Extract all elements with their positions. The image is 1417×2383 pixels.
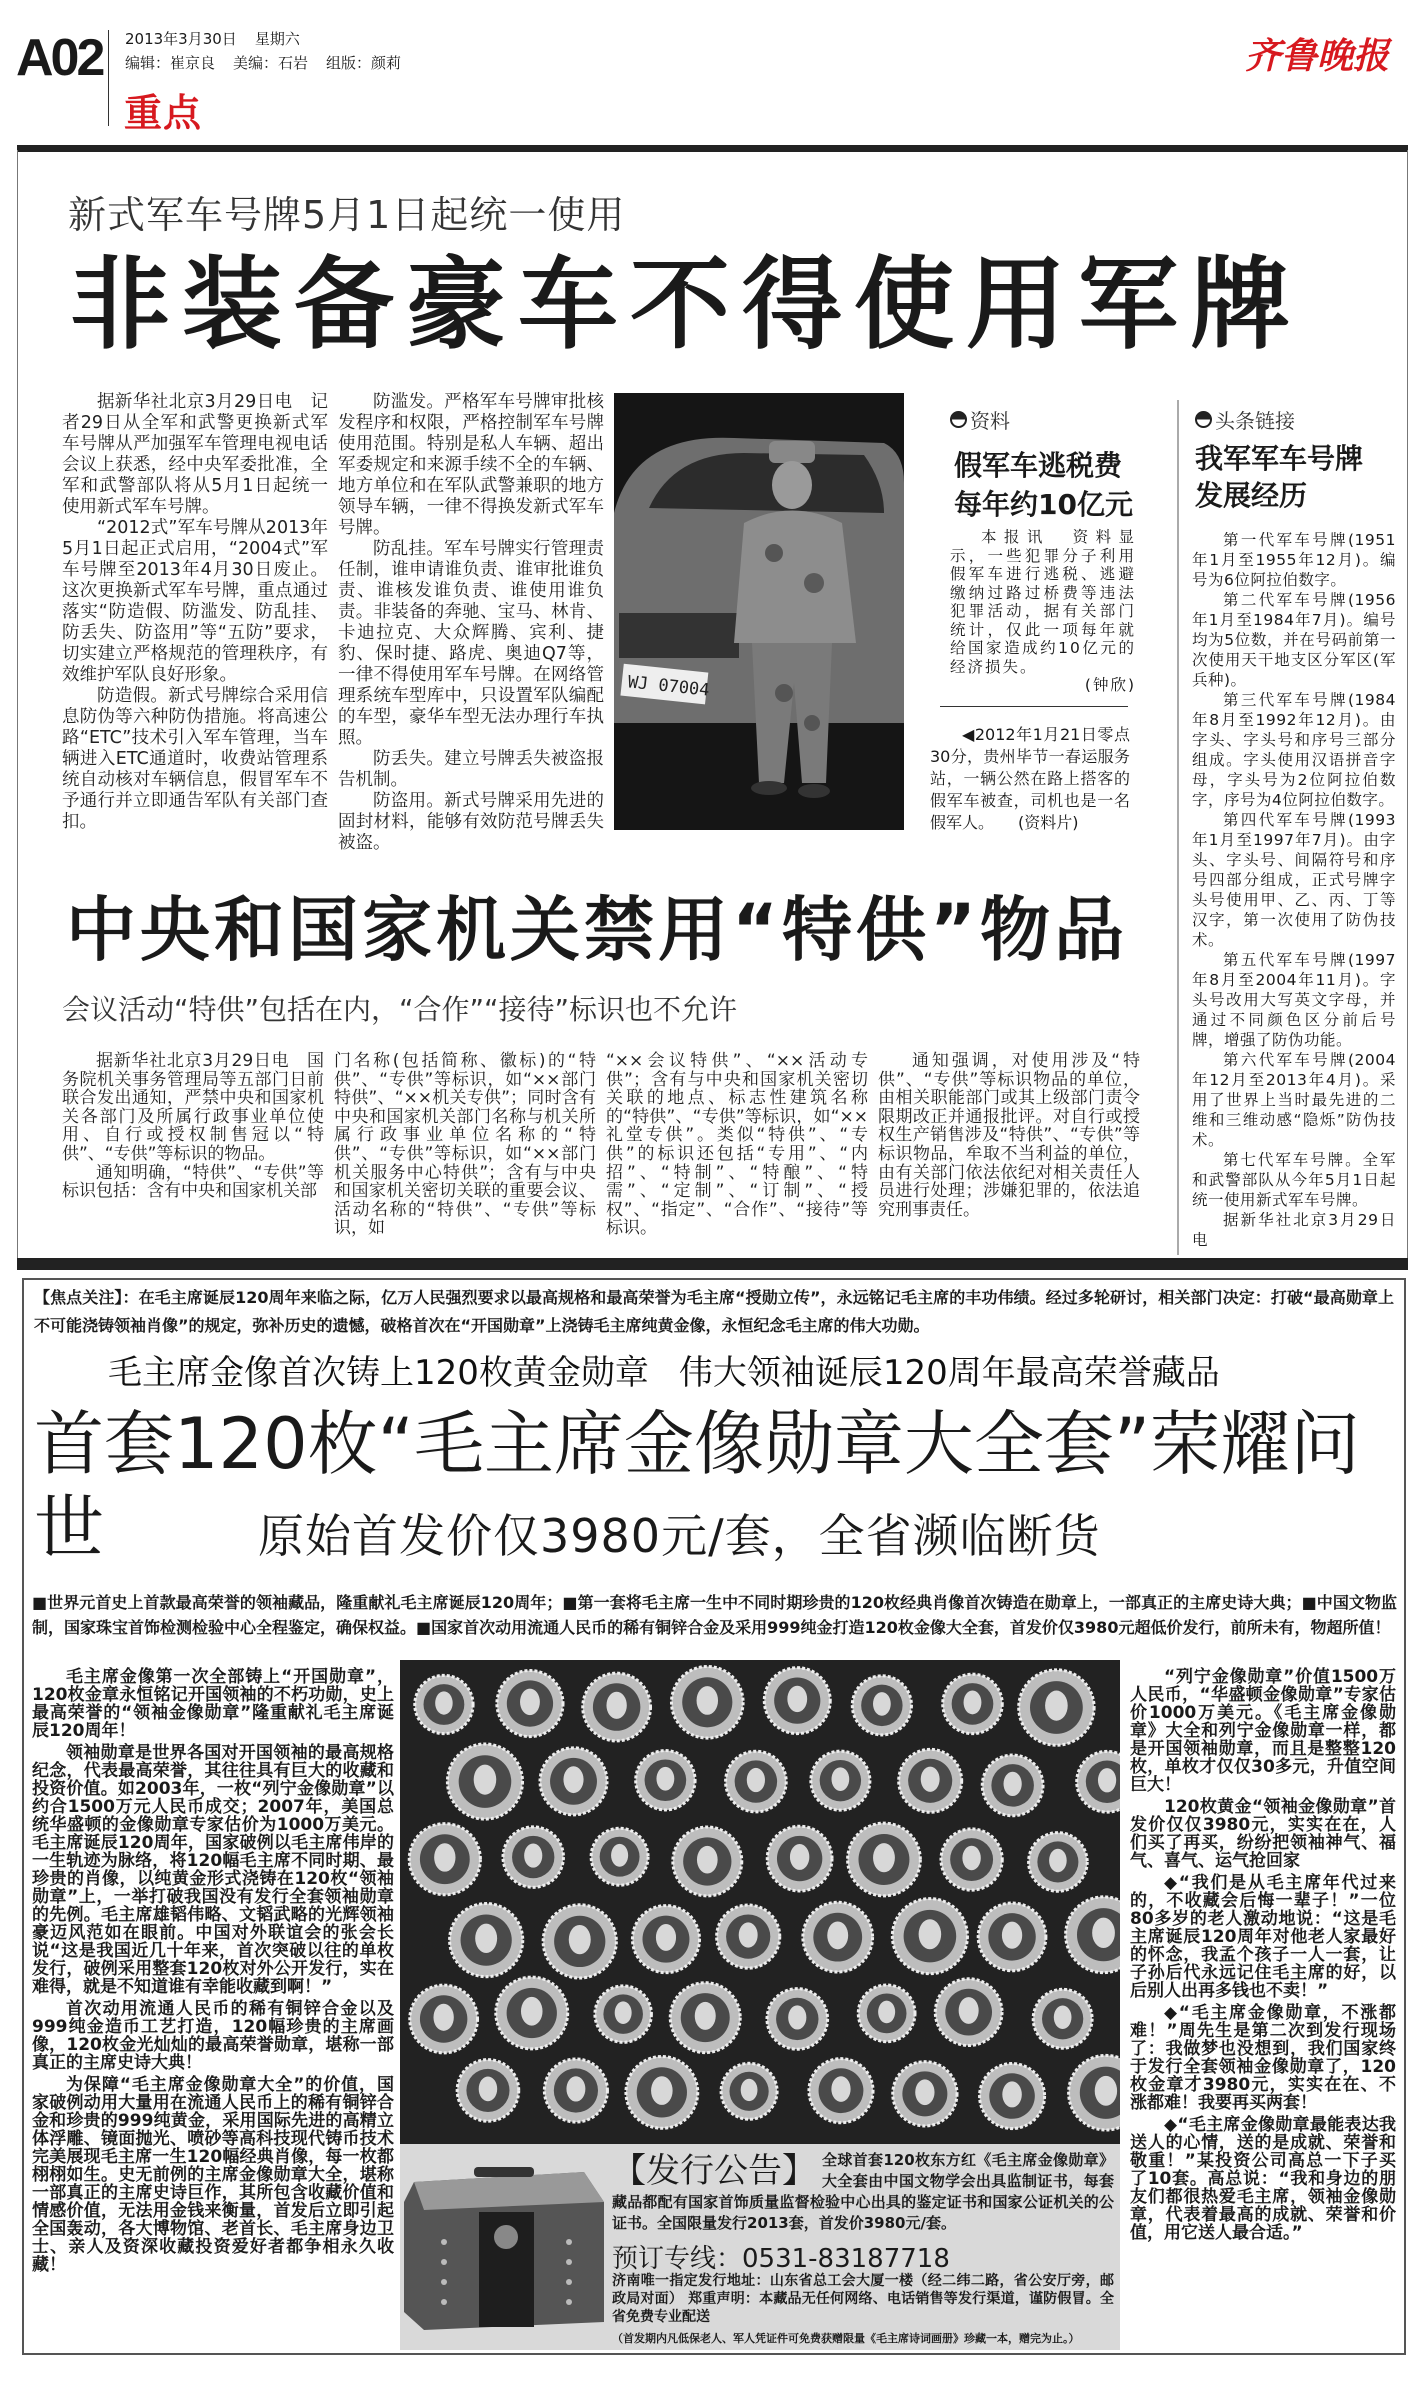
ad-price-line: 原始首发价仅3980元/套，全省濒临断货 bbox=[258, 1509, 1101, 1563]
plate-text: WJ 07004 bbox=[626, 672, 711, 701]
medal bbox=[1077, 1751, 1120, 1812]
article1-column-2 bbox=[338, 392, 604, 854]
ad-subheadline bbox=[108, 1345, 1398, 1394]
notice-heading: 【发行公告】 bbox=[612, 2151, 816, 2191]
medal-montage-image bbox=[400, 1660, 1120, 2144]
medal bbox=[1029, 1833, 1088, 1892]
medal bbox=[858, 1985, 915, 2042]
sidebar-divider bbox=[1177, 400, 1179, 1255]
medal bbox=[767, 1989, 828, 2050]
paragraph: 第七代军车号牌。全军和武警部队从今年5月1日起统一使用新式军车号牌。 bbox=[1192, 1151, 1396, 1209]
medal bbox=[899, 1749, 962, 1812]
medal bbox=[447, 1744, 522, 1819]
medal bbox=[626, 2056, 698, 2128]
paragraph: 通知强调，对使用涉及“特供”、“专供”等标识物品的单位，由相关职能部门或其上级部门责令限期改正并通报批评。对自行或授权生产销售涉及“特供”、“专供”等标识物品，牟取不当利益的单位，由有关部门依法依纪对相关责任人员进行处理；涉嫌犯罪的，依法追究刑事责任。 bbox=[878, 1051, 1140, 1220]
article2-headline: 中央和国家机关禁用“特供”物品 bbox=[66, 889, 1129, 971]
medal bbox=[457, 2060, 519, 2122]
paragraph: 防盗用。新式号牌采用先进的固封材料，能够有效防范号牌丢失被盗。 bbox=[338, 791, 604, 853]
sidebar-title bbox=[1195, 440, 1363, 514]
paragraph: 据新华社北京3月29日电 记者29日从全军和武警更换新式军车号牌从严加强军车管理电视电话会议上获悉，经中央军委批准，全军和武警部队将从5月1日起统一使用新式军车号牌。 bbox=[62, 392, 328, 517]
paragraph: ◆“毛主席金像勋章最能表达我送人的心情，送的是成就、荣誉和敬重！”某投资公司高总一下子买了10套。高总说：“我和身边的朋友们都很热爱毛主席，领袖金像勋章，代表着最高的成就、荣誉和价值，用它送人最合适。” bbox=[1130, 2115, 1396, 2243]
car-grille bbox=[619, 613, 739, 658]
medal bbox=[543, 1905, 616, 1978]
paragraph: 第二代军车号牌(1956年1月至1984年7月)。编号均为5位数，并在号码前第一次使用天干地支区分军区(军兵种)。 bbox=[1192, 591, 1396, 689]
paragraph: 本报讯 资料显示，一些犯罪分子利用假军车进行逃税、逃避缴纳过路过桥费等违法犯罪活动，据有关部门统计，仅此一项每年就给国家造成约10亿元的经济损失。 bbox=[950, 528, 1136, 676]
medal bbox=[591, 1828, 648, 1885]
paragraph: 120枚黄金“领袖金像勋章”首发价仅仅3980元，实实在在，人们买了再买，纷纷把领袖神气、福气、喜气、运气抢回家 bbox=[1130, 1797, 1396, 1871]
paragraph: 门名称(包括简称、徽标)的“特供”、“专供”等标识，如“××部门特供”、“××机关专供”；同时含有中央和国家机关部门名称与机关所属行政事业单位名称的“特供”、“专供”等标识，如“××部门机关服务中心特供”；含有与中央和国家机关密切关联的重要会议、活动名称的“特供”、“专供”等标识，如 bbox=[334, 1051, 596, 1239]
notice-text: 全球首套120枚东方红《毛主席金像勋章》大全套由中国文物学会出具监制证书，每套藏品都配有国家首饰质量监督检验中心出具的鉴定证书和国家公证机关的公证书。全国限量发行2013套，首发价3980元/套。 bbox=[612, 2151, 1114, 2232]
medal bbox=[1069, 2055, 1120, 2130]
ad-left-column bbox=[32, 1668, 394, 2278]
medal bbox=[671, 1666, 743, 1738]
sidebar-label bbox=[1195, 405, 1295, 434]
paragraph: 领袖勋章是世界各国对开国领袖的最高规格纪念，代表最高荣誉，其往往具有巨大的收藏和投资价值。如2003年，一枚“列宁金像勋章”以约合1500万元人民币成交；2007年，美国总统华盛顿的金像勋章专家估价为1000万美元。毛主席诞辰120周年，国家破例以毛主席伟岸的一生轨迹为脉络，将120幅毛主席不同时期、最珍贵的肖像，以纯黄金形式浇铸在120枚“领袖勋章”上，一举打破我国没有发行全套领袖勋章的先例。毛主席雄韬伟略、文韬武略的光辉领袖豪迈风范如在眼前。中国对外联谊会的张会长说“这是我国近几十年来，首次突破以往的单枚发行，破例采用整套120枚对外公开发行，实在难得，就是不知道谁有幸能收藏到啊！” bbox=[32, 1743, 394, 1997]
paragraph: 为保障“毛主席金像勋章大全”的价值，国家破例动用大量用在流通人民币上的稀有铜锌合金和珍贵的999纯黄金，采用国际先进的高精立体浮雕、镜面抛光、喷砂等高科技现代铸币技术完美展现毛主席一生120幅经典肖像，每一枚都栩栩如生。史无前例的主席金像勋章大全，堪称一部真正的主席史诗巨作，其所包含收藏价值和情感价值，无法用金钱来衡量，首发后立即引起全国轰动，各大博物馆、老首长、毛主席身边卫士、亲人及资深收藏投资爱好者都争相永久收藏！ bbox=[32, 2075, 394, 2275]
paragraph: “××会议特供”、“××活动专供”；含有与中央和国家机关密切关联的地点、标志性建筑名称的“特供”、“专供”等标识，如“××礼堂专供”。类似“特供”、“专供”的标识还包括“专用”、“内招”、“特制”、“特酿”、“特需”、“定制”、“订制”、“授权”、“指定”、“合作”、“接待”等标识。 bbox=[606, 1051, 868, 1239]
article2-kicker: 会议活动“特供”包括在内，“合作”“接待”标识也不允许 bbox=[62, 993, 738, 1026]
dateline: 据新华社北京3月29日电 bbox=[1192, 1211, 1396, 1249]
medal bbox=[497, 1670, 563, 1736]
paragraph: 防乱挂。军车号牌实行管理责任制，谁申请谁负责、谁审批谁负责、谁核发谁负责、谁使用谁负责。非装备的奔驰、宝马、林肯、卡迪拉克、大众辉腾、宾利、捷豹、保时捷、路虎、奥迪Q7等，一律不得使用军车号牌。在网络管理系统车型库中，只设置军队编配的车型，豪华车型无法办理行车执照。 bbox=[338, 539, 604, 748]
photo-caption bbox=[930, 724, 1130, 834]
paragraph: ◆“我们是从毛主席年代过来的，不收藏会后悔一辈子！”一位80多岁的老人激动地说：“这是毛主席诞辰120周年对他老人家最好的怀念，我孟个孩子一人一套，让子孙后代永远记住毛主席的好，以后别人出再多钱也不卖！” bbox=[1130, 1873, 1396, 2001]
label-text: 头条链接 bbox=[1215, 409, 1295, 433]
ad-headline: 首套120枚“毛主席金像勋章大全套”荣耀问世 bbox=[34, 1403, 1361, 1569]
header-divider bbox=[108, 30, 109, 126]
notice-footnote: （首发期内凡低保老人、军人凭证件可免费获赠限量《毛主席诗词画册》珍藏一本，赠完为止。） bbox=[612, 2332, 1080, 2345]
caption-credit: (资料片) bbox=[1018, 813, 1079, 832]
designer: 美编：石岩 bbox=[233, 54, 309, 72]
medal bbox=[717, 1905, 780, 1968]
medal bbox=[980, 2064, 1045, 2129]
paragraph: 第三代军车号牌(1984年8月至1992年12月)。由字头、字头号和序号三部分组成。字头使用汉语拼音字母，字头号为2位阿拉伯数字，序号为4位阿拉伯数字。 bbox=[1192, 691, 1396, 809]
subheadline-right: 伟大领袖诞辰120周年最高荣誉藏品 bbox=[678, 1353, 1220, 1393]
medal bbox=[415, 1675, 473, 1733]
article1-headline: 非装备豪车不得使用军牌 bbox=[70, 246, 1302, 363]
info-box-title bbox=[954, 446, 1133, 524]
medal bbox=[767, 1826, 832, 1891]
medal bbox=[941, 1829, 1002, 1890]
medal bbox=[673, 1827, 742, 1896]
medal bbox=[726, 1751, 787, 1812]
article2-column-2 bbox=[334, 1052, 596, 1238]
paragraph: 防造假。新式号牌综合采用信息防伪等六种防伪措施。将高速公路“ETC”技术引入军车管理，当车辆进入ETC通道时，收费站管理系统自动核对车辆信息，假冒军车不予通行并立即通告军队有关部门查扣。 bbox=[62, 686, 328, 832]
page-number: A02 bbox=[16, 29, 103, 87]
paragraph: ◆“毛主席金像勋章，不涨都难！”周先生是第二次到发行现场了：我做梦也没想到，我们国家终于发行全套领袖金像勋章了，120枚金章才3980元，实实在在、不涨都难！我要再买两套！ bbox=[1130, 2003, 1396, 2113]
medal bbox=[409, 1824, 480, 1895]
medal bbox=[935, 1979, 1002, 2046]
medal bbox=[721, 2063, 777, 2119]
news-photo-fake-soldier bbox=[614, 393, 904, 830]
notice-paragraph bbox=[612, 2150, 1114, 2234]
medal bbox=[852, 1676, 911, 1735]
medal bbox=[1066, 1897, 1120, 1973]
medal bbox=[848, 1823, 921, 1896]
medal bbox=[450, 1904, 523, 1977]
half-circle-icon bbox=[950, 411, 967, 428]
divider bbox=[940, 706, 1128, 707]
paragraph: 首次动用流通人民币的稀有铜锌合金以及999纯金造币工艺打造，120幅珍贵的主席画像，120枚金光灿灿的最高荣誉勋章，堪称一部真正的主席史诗大典！ bbox=[32, 1999, 394, 2073]
date: 2013年3月30日 bbox=[125, 30, 237, 48]
info-box-body bbox=[950, 528, 1136, 695]
section-title: 重点 bbox=[124, 91, 203, 135]
sidebar-body bbox=[1192, 530, 1396, 1250]
medal bbox=[540, 1748, 607, 1815]
paragraph: 据新华社北京3月29日电 国务院机关事务管理局等五部门日前联合发出通知，严禁中央和国家机关各部门及所属行政事业单位使用、自行或授权制售冠以“特供”、“专供”等标识的物品。 bbox=[62, 1051, 324, 1164]
medal bbox=[583, 1673, 651, 1741]
newspaper-logo: 齐鲁晚报 bbox=[1245, 35, 1390, 77]
medal bbox=[892, 1899, 967, 1974]
ad-right-column bbox=[1130, 1668, 1396, 2246]
title-line: 发展经历 bbox=[1195, 479, 1308, 512]
medal bbox=[943, 1674, 1003, 1734]
title-line: 每年约10亿元 bbox=[954, 488, 1133, 521]
issue-date bbox=[125, 28, 318, 49]
medal bbox=[893, 2062, 957, 2126]
label-text: 资料 bbox=[970, 409, 1010, 433]
medal bbox=[503, 1827, 563, 1887]
paragraph: 第五代军车号牌(1997年8月至2004年11月)。字头号改用大写英文字母，并通过不同颜色区分前后号牌，增强了防伪功能。 bbox=[1192, 951, 1396, 1049]
article1-column-1 bbox=[62, 392, 328, 833]
medal bbox=[410, 1985, 478, 2053]
paragraph: 毛主席金像第一次全部铸上“开国勋章”，120枚金章永恒铭记开国领袖的不朽功勋，史上最高荣誉的“领袖金像勋章”隆重献礼毛主席诞辰120周年！ bbox=[32, 1667, 394, 1741]
paragraph: 第四代军车号牌(1993年1月至1997年7月)。由字头、字头号、间隔符号和序号四部分组成，正式号牌字头号使用甲、乙、丙、丁等汉字，第一次使用了防伪技术。 bbox=[1192, 811, 1396, 949]
paragraph: 第六代军车号牌(2004年12月至2013年4月)。采用了世界上当时最先进的二维和三维动感“隐烁”防伪技术。 bbox=[1192, 1051, 1396, 1149]
order-hotline: 预订专线：0531-83187718 bbox=[612, 2244, 950, 2274]
article2-column-3 bbox=[606, 1052, 868, 1238]
half-circle-icon bbox=[1195, 411, 1212, 428]
paragraph: 防滥发。严格军车号牌审批核发程序和权限，严格控制军车号牌使用范围。特别是私人车辆、超出军委规定和来源手续不全的车辆、地方单位和在军队武警兼职的地方领导车辆，一律不得换发新式军车号牌。 bbox=[338, 392, 604, 538]
medal-set-case-image bbox=[404, 2162, 604, 2332]
medal bbox=[764, 1668, 830, 1734]
medal bbox=[544, 2059, 607, 2122]
medal bbox=[632, 1906, 699, 1973]
medal bbox=[809, 2059, 873, 2123]
caption-text: ◀2012年1月21日零点30分，贵州毕节一春运服务站，一辆公然在路上搭客的假军车被查，司机也是一名假军人。 bbox=[930, 725, 1130, 832]
staff-credits bbox=[125, 52, 419, 73]
layout-editor: 组版：颜莉 bbox=[326, 54, 402, 72]
medal bbox=[978, 1903, 1046, 1971]
medal bbox=[811, 1751, 870, 1810]
paragraph: “列宁金像勋章”价值1500万人民币，“华盛顿金像勋章”专家估价1000万美元。《毛主席金像勋章》大全和列宁金像勋章一样，都是开国领袖勋章，而且是整整120枚，单枚才仅仅30多元，升值空间巨大！ bbox=[1130, 1667, 1396, 1795]
title-line: 假军车逃税费 bbox=[954, 449, 1123, 482]
medal bbox=[982, 1755, 1043, 1816]
weekday: 星期六 bbox=[254, 30, 300, 48]
medal bbox=[670, 1983, 740, 2053]
medal bbox=[595, 1986, 651, 2042]
paragraph: “2012式”军车号牌从2013年5月1日起正式启用，“2004式”军车号牌至2013年4月30日废止。这次更换新式军车号牌，重点通过落实“防造假、防滥发、防乱挂、防丢失、防盗用”等“五防”要求，切实建立严格规范的管理秩序，有效维护军队良好形象。 bbox=[62, 518, 328, 685]
medal bbox=[1019, 1670, 1094, 1745]
paragraph: 通知明确，“特供”、“专供”等标识包括：含有中央和国家机关部 bbox=[62, 1162, 324, 1202]
notice-address: 济南唯一指定发行地址：山东省总工会大厦一楼（经二纬二路，省公安厅旁，邮政局对面） 郑重声明：本藏品无任何网络、电话销售等发行渠道，谨防假冒。全省免费专业配送 bbox=[612, 2273, 1114, 2325]
ad-intro: ■世界元首史上首款最高荣誉的领袖藏品，隆重献礼毛主席诞辰120周年；■第一套将毛主席一生中不同时期珍贵的120枚经典肖像首次铸造在勋章上，一部真正的主席史诗大典；■中国文物监制，国家珠宝首饰检测检验中心全程鉴定，确保权益。■国家首次动用流通人民币的稀有铜锌合金及采用999纯金打造120枚金像大全套，首发价仅3980元超低价发行，前所未有，物超所值！ bbox=[32, 1593, 1397, 1637]
medal bbox=[636, 1751, 695, 1810]
article2-column-1 bbox=[62, 1052, 324, 1201]
medal bbox=[803, 1902, 873, 1972]
title-line: 我军军车号牌 bbox=[1195, 442, 1364, 475]
medal bbox=[496, 1977, 568, 2049]
subheadline-left: 毛主席金像首次铸上120枚黄金勋章 bbox=[108, 1353, 649, 1393]
ad-focus-text: 【焦点关注】：在毛主席诞辰120周年来临之际，亿万人民强烈要求以最高规格和最高荣誉为毛主席“授勋立传”，永远铭记毛主席的丰功伟绩。经过多轮研讨，相关部门决定：打破“最高勋章上不可能浇铸领袖肖像”的规定，弥补历史的遗憾，破格首次在“开国勋章”上浇铸毛主席纯黄金像，永恒纪念毛主席的伟大功勋。 bbox=[34, 1288, 1394, 1335]
info-box-label bbox=[950, 405, 1010, 434]
editor: 编辑：崔京良 bbox=[125, 54, 216, 72]
author: (钟欣) bbox=[1084, 676, 1136, 694]
issue-notice-box bbox=[400, 2144, 1120, 2350]
section-rule bbox=[17, 1258, 1408, 1270]
medal bbox=[1033, 1989, 1092, 2048]
paragraph: 第一代军车号牌(1951年1月至1955年12月)。编号为6位阿拉伯数字。 bbox=[1192, 531, 1396, 589]
article2-column-4 bbox=[878, 1052, 1140, 1219]
article1-kicker: 新式军车号牌5月1日起统一使用 bbox=[68, 193, 626, 237]
paragraph: 防丢失。建立号牌丢失被盗报告机制。 bbox=[338, 749, 604, 790]
